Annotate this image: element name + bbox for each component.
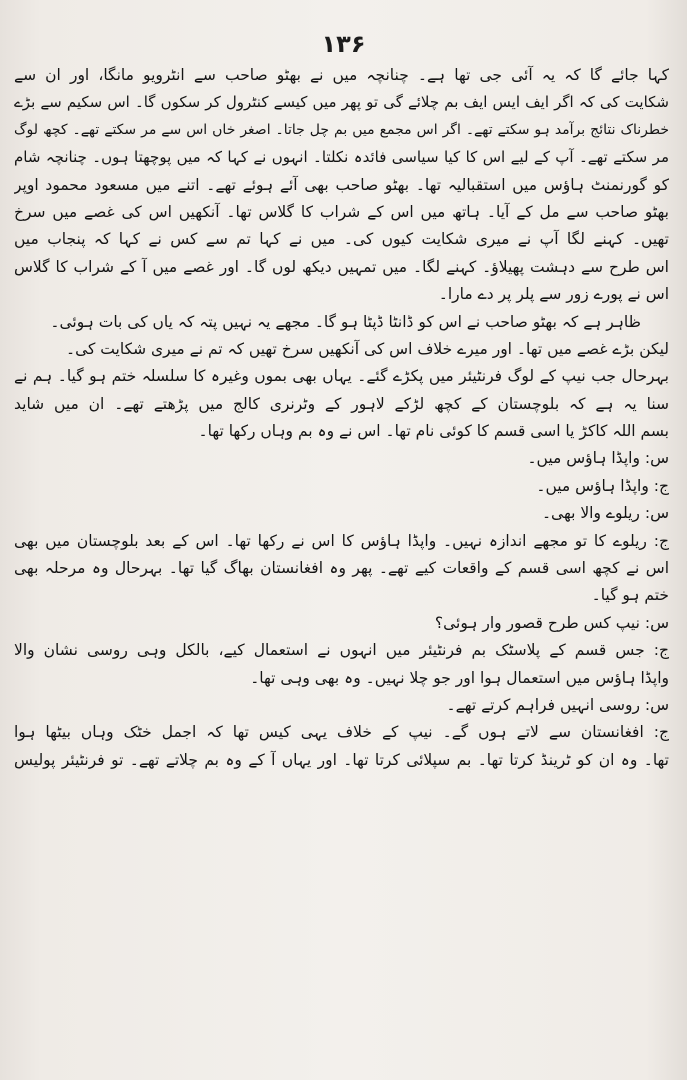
text-line: اس طرح سے دہشت پھیلاؤ۔ کہنے لگا۔ میں تمہیں دیکھ لوں گا۔ اور غصے میں آ کے شراب کا گلاس	[14, 257, 669, 276]
text-line: مر سکتے تھے۔ آپ کے لیے اس کا کیا سیاسی فائدہ نکلتا۔ انہوں نے کہا کہ میں پوچھتا ہوں۔ چنانچہ شام	[14, 148, 669, 167]
text-line: کو گورنمنٹ ہاؤس میں استقبالیہ تھا۔ بھٹو صاحب بھی آئے ہوئے تھے۔ اتنے میں مسعود محمود اوپر	[14, 175, 669, 194]
text-line: اس نے کچھ اسی قسم کے واقعات کیے تھے۔ پھر وہ افغانستان بھاگ گیا تھا۔ بہرحال وہ مرحلہ بھی	[14, 559, 669, 578]
text-line: تھا۔ وہ ان کو ٹرینڈ کرتا تھا۔ بم سپلائی کرتا تھا۔ اور یہاں آ کے وہ بم چلاتے تھے۔ تو فرنٹیئر پولیس	[14, 750, 669, 769]
text-line: شکایت کی کہ اگر ایف ایس ایف بم چلائے گی تو پھر میں کیسے کنٹرول کر سکوں گا۔ اس سکیم سے بڑے	[14, 93, 669, 112]
text-line: واپڈا ہاؤس میں استعمال ہوا اور جو چلا نہیں۔ وہ بھی وہی تھا۔	[250, 668, 669, 687]
page-number: ۱۳۶	[321, 30, 366, 58]
text-line: ج: ریلوے کا تو مجھے اندازہ نہیں۔ واپڈا ہاؤس کا اس نے رکھا تھا۔ اس کے بعد بلوچستان میں بھی	[14, 531, 669, 550]
text-line: اس نے پورے زور سے پلر پر دے مارا۔	[438, 285, 669, 304]
text-line: س: واپڈا ہاؤس میں۔	[527, 449, 669, 468]
text-line: س: ریلوے والا بھی۔	[541, 504, 669, 523]
text-line: ج: افغانستان سے لاتے ہوں گے۔ نیپ کے خلاف یہی کیس تھا کہ اجمل خٹک وہاں بیٹھا ہوا	[14, 723, 669, 742]
text-line: تھیں۔ کہنے لگا آپ نے میری شکایت کیوں کی۔ میں نے کہا تم سے کس نے کہا کہ پنجاب میں	[14, 230, 669, 249]
text-line: خطرناک نتائج برآمد ہو سکتے تھے۔ اگر اس مجمع میں بم چل جاتا۔ اصغر خاں اس سے مر سکتے تھے۔ کچھ لوگ	[14, 121, 669, 138]
page-text-body	[14, 62, 669, 774]
text-line: کہا جائے گا کہ یہ آئی جی تھا ہے۔ چنانچہ میں نے بھٹو صاحب سے انٹرویو مانگا، اور ان سے	[14, 66, 669, 84]
text-line: سنا یہ ہے کہ بلوچستان کے کچھ لڑکے لاہور کے وٹرنری کالج میں پڑھتے تھے۔ ان میں شاید	[14, 394, 669, 413]
text-line: بھٹو صاحب سے مل کے آیا۔ ہاتھ میں اس کے شراب کا گلاس تھا۔ آنکھیں اس کی غصے میں سرخ	[14, 202, 669, 221]
text-line: بہرحال جب نیپ کے لوگ فرنٹیئر میں پکڑے گئے۔ یہاں بھی بموں وغیرہ کا سلسلہ ختم ہو گیا۔ ہم نے	[14, 367, 669, 386]
text-line: لیکن بڑے غصے میں تھا۔ اور میرے خلاف اس کی آنکھیں سرخ تھیں کہ تم نے میری شکایت کی۔	[66, 339, 669, 358]
text-line: س: نیپ کس طرح قصور وار ہوئی؟	[434, 613, 669, 632]
text-line: ختم ہو گیا۔	[591, 586, 669, 605]
text-line: بسم اللہ کاکڑ یا اسی قسم کا کوئی نام تھا۔ اس نے وہ بم وہاں رکھا تھا۔	[198, 422, 669, 441]
text-line: ظاہر ہے کہ بھٹو صاحب نے اس کو ڈانٹا ڈپٹا ہو گا۔ مجھے یہ نہیں پتہ کہ یاں کی بات ہوئی۔	[50, 312, 641, 331]
text-line: ج: واپڈا ہاؤس میں۔	[536, 476, 669, 495]
text-line: س: روسی انہیں فراہم کرتے تھے۔	[446, 695, 669, 714]
text-line: ج: جس قسم کے پلاسٹک بم فرنٹیئر میں انہوں نے استعمال کیے، بالکل وہی روسی نشان والا	[14, 641, 669, 660]
